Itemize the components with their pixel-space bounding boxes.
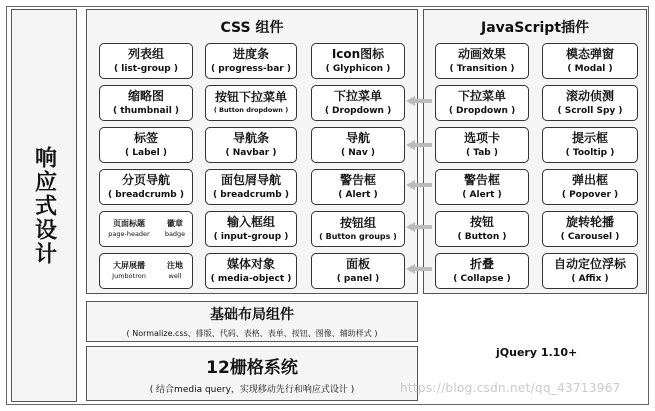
plugin-en-label: ( Transition ) — [449, 63, 515, 74]
plugin-en-label: ( Carousel ) — [560, 231, 620, 242]
plugin-label: 自动定位浮标 — [553, 256, 626, 271]
component-label: 媒体对象 — [226, 256, 275, 271]
plugin-collapse — [435, 253, 529, 289]
component-glyphicon — [311, 43, 405, 79]
component-thumbnail — [99, 85, 193, 121]
component-pagination — [99, 169, 193, 205]
component-label: 按钮下拉菜单 — [214, 90, 287, 105]
plugin-label: 提示框 — [571, 130, 608, 145]
arrow-left-icon — [406, 141, 432, 149]
plugin-affix — [542, 253, 638, 289]
component-dropdown — [311, 85, 405, 121]
component-label: 导航 — [345, 130, 370, 145]
arrow-left-icon — [406, 97, 432, 105]
plugin-en-label: ( Collapse ) — [453, 273, 511, 284]
component-en-label: ( media-object ) — [210, 273, 292, 284]
component-label: 面包屑导航 — [220, 172, 281, 187]
css-components-title: CSS 组件 — [220, 20, 284, 36]
watermark: https://blog.csdn.net/qq_43713967 — [400, 381, 621, 395]
component-label: 面板 — [345, 256, 370, 271]
component-alert — [311, 169, 405, 205]
component-en-label: ( Glyphicon ) — [325, 63, 391, 74]
plugin-dropdown — [435, 85, 529, 121]
component-label: 标签 — [133, 130, 158, 145]
component-button-groups — [311, 211, 405, 247]
component-navbar — [205, 127, 297, 163]
plugin-en-label: ( Popover ) — [561, 189, 619, 200]
component-en-label: ( Label ) — [125, 147, 167, 158]
plugin-en-label: ( Modal ) — [567, 63, 613, 74]
plugin-label: 下拉菜单 — [457, 88, 506, 103]
grid-system-subtitle: ( 结合media query，实现移动先行和响应式设计 ) — [149, 384, 355, 395]
component-en-label: ( panel ) — [336, 273, 380, 284]
plugin-carousel — [542, 211, 638, 247]
plugin-label: 选项卡 — [463, 130, 500, 145]
plugin-en-label: ( Affix ) — [571, 273, 609, 284]
component-label: 列表组 — [127, 46, 164, 61]
component-en-label: ( input-group ) — [213, 231, 289, 242]
plugin-label: 按钮 — [469, 214, 494, 229]
basic-layout-title: 基础布局组件 — [210, 307, 294, 323]
arrow-left-icon — [406, 223, 432, 231]
component-label: 进度条 — [232, 46, 269, 61]
component-label: 缩略图 — [127, 88, 164, 103]
plugin-alert — [435, 169, 529, 205]
grid-system-panel — [86, 346, 418, 401]
javascript-plugins-panel — [423, 9, 647, 294]
plugin-label: 警告框 — [463, 172, 500, 187]
component-progress-bar — [205, 43, 297, 79]
component-button-dropdown — [205, 85, 297, 121]
component-label: Icon图标 — [331, 46, 385, 61]
component-en-label: ( Button groups ) — [319, 232, 397, 242]
component-label: 徽章 — [167, 219, 183, 229]
basic-layout-panel — [86, 301, 418, 342]
arrow-left-icon — [406, 181, 432, 189]
plugin-en-label: ( Button ) — [457, 231, 507, 242]
css-components-panel — [86, 9, 418, 294]
plugin-popover — [542, 169, 638, 205]
component-panel — [311, 253, 405, 289]
component-en-label: badge — [164, 230, 186, 239]
component-label: 警告框 — [339, 172, 376, 187]
jquery-version-label: jQuery 1.10+ — [496, 346, 578, 359]
component-en-label: ( thumbnail ) — [112, 105, 180, 116]
plugin-tab — [435, 127, 529, 163]
component-nav — [311, 127, 405, 163]
component-badge — [158, 212, 192, 246]
component-label: 下拉菜单 — [333, 88, 382, 103]
plugin-label: 滚动侦测 — [565, 88, 614, 103]
plugin-label: 动画效果 — [457, 46, 506, 61]
component-label: 导航条 — [232, 130, 269, 145]
component-en-label: well — [168, 272, 182, 281]
component-label: 大屏展播 — [113, 261, 145, 271]
component-label: 输入框组 — [226, 214, 275, 229]
plugin-transition — [435, 43, 529, 79]
plugin-label: 弹出框 — [571, 172, 608, 187]
component-input-group — [205, 211, 297, 247]
component-breadcrumb — [205, 169, 297, 205]
component-page-header-badge — [99, 211, 193, 247]
component-en-label: ( list-group ) — [114, 63, 178, 74]
component-page-header — [100, 212, 158, 246]
plugin-en-label: ( Tab ) — [466, 147, 498, 158]
component-en-label: ( Dropdown ) — [324, 105, 392, 116]
component-en-label: ( breadcrumb ) — [213, 189, 289, 200]
plugin-en-label: ( Alert ) — [462, 189, 502, 200]
plugin-en-label: ( Tooltip ) — [565, 147, 615, 158]
component-label: 分页导航 — [121, 172, 170, 187]
plugin-scroll-spy — [542, 85, 638, 121]
plugin-en-label: ( Scroll Spy ) — [557, 105, 623, 116]
component-list-group — [99, 43, 193, 79]
responsive-design-panel — [11, 9, 77, 402]
component-en-label: ( Button dropdown ) — [213, 106, 289, 115]
component-label: 注地 — [167, 261, 183, 271]
arrow-left-icon — [406, 265, 432, 273]
component-en-label: ( Navbar ) — [225, 147, 277, 158]
plugin-button — [435, 211, 529, 247]
component-well — [158, 254, 192, 288]
component-en-label: ( progress-bar ) — [211, 63, 291, 74]
component-jumbotron-well — [99, 253, 193, 289]
plugin-label: 旋转轮播 — [565, 214, 614, 229]
component-en-label: Jumbotron — [112, 272, 146, 281]
component-jumbotron — [100, 254, 158, 288]
component-en-label: ( breadcrumb ) — [108, 189, 184, 200]
plugin-tooltip — [542, 127, 638, 163]
component-en-label: page-header — [108, 230, 150, 239]
plugin-en-label: ( Dropdown ) — [448, 105, 516, 116]
plugin-modal — [542, 43, 638, 79]
plugin-label: 折叠 — [469, 256, 494, 271]
component-label-tag — [99, 127, 193, 163]
plugin-label: 模态弹窗 — [565, 46, 614, 61]
component-label: 页面标题 — [113, 219, 145, 229]
basic-layout-subtitle: ( Normalize.css、排版、代码、表格、表单、按钮、图像、辅助样式 ) — [126, 329, 378, 338]
component-label: 按钮组 — [339, 215, 376, 230]
component-media-object — [205, 253, 297, 289]
grid-system-title: 12栅格系统 — [206, 357, 298, 378]
component-en-label: ( Alert ) — [338, 189, 378, 200]
javascript-plugins-title: JavaScript插件 — [480, 20, 590, 36]
component-en-label: ( Nav ) — [341, 147, 375, 158]
responsive-design-title: 响应式设计 — [31, 145, 57, 266]
